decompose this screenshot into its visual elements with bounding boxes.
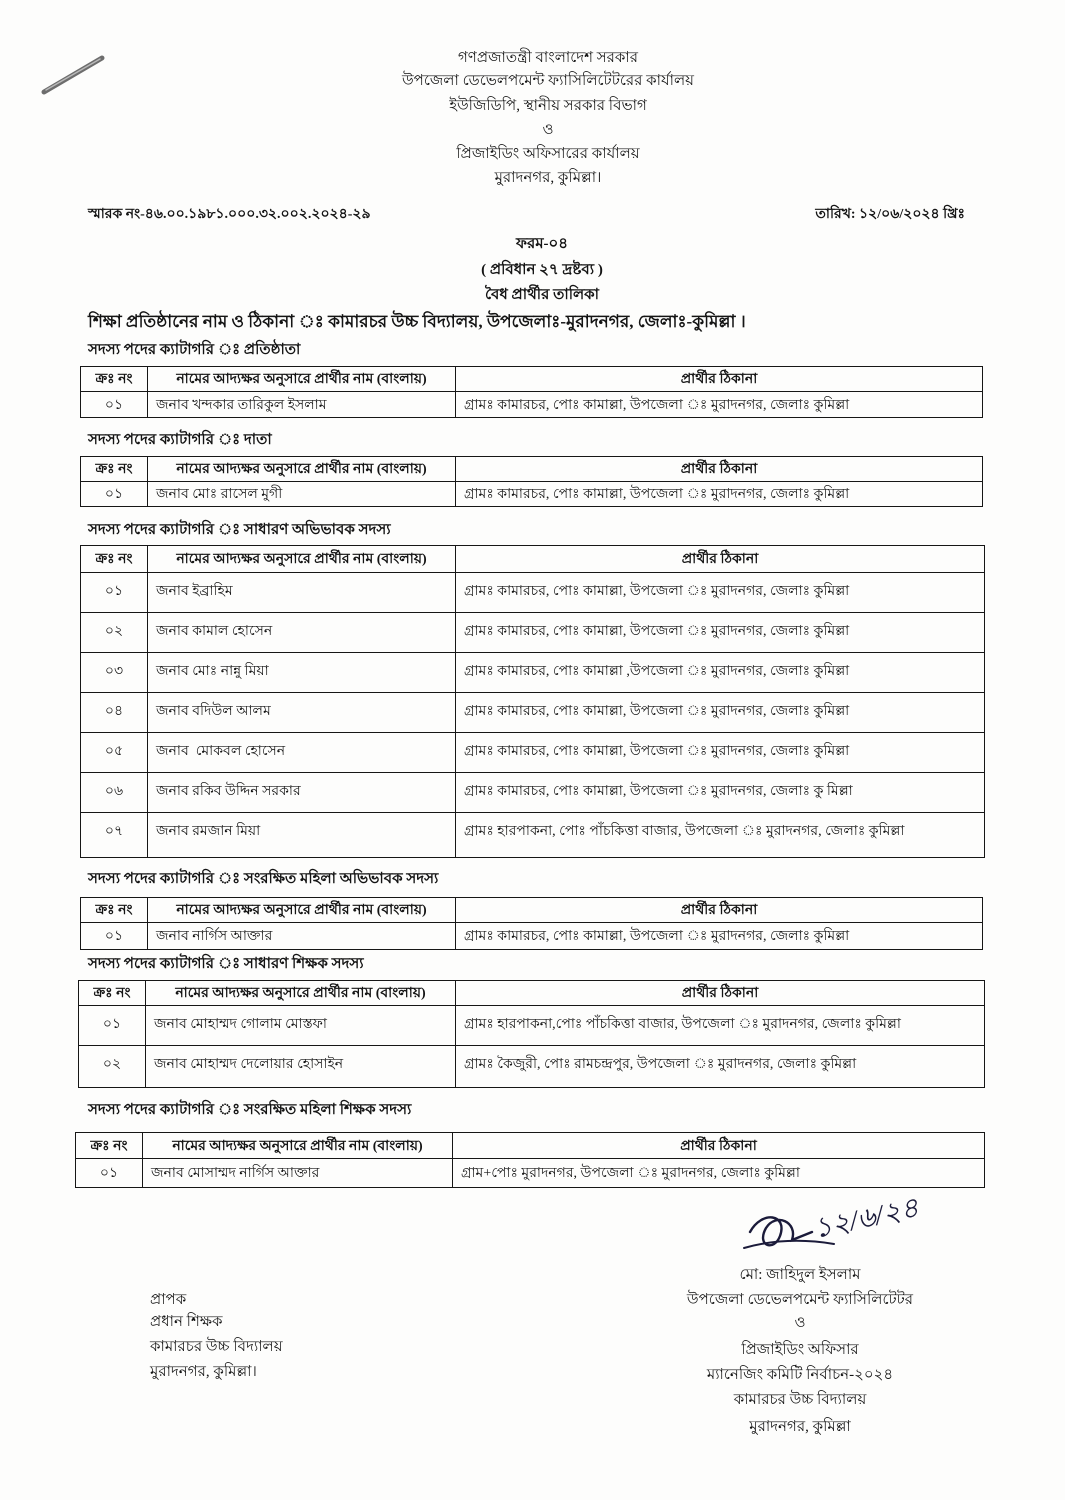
header-line-office: উপজেলা ডেভেলপমেন্ট ফ্যাসিলিটেটরের কার্যালয় [401,73,694,89]
table-header-name: নামের আদ্যক্ষর অনুসারে প্রার্থীর নাম (বাংলায়) [148,898,456,923]
table-header-serial: ক্রঃ নং [81,457,148,482]
table-header-row [81,546,985,573]
table-header-name: নামের আদ্যক্ষর অনুসারে প্রার্থীর নাম (বাংলায়) [148,546,456,573]
address-cell: গ্রামঃ কামারচর, পোঃ কামাল্লা, উপজেলা ঃ মুরাদনগর, জেলাঃ কুমিল্লা [456,693,985,733]
address-cell: গ্রামঃ কামারচর, পোঃ কামাল্লা, উপজেলা ঃ মুরাদনগর, জেলাঃ কুমিল্লা [456,613,985,653]
recipient-location: মুরাদনগর, কুমিল্লা। [150,1364,257,1380]
table-header-serial: ক্রঃ নং [81,367,148,392]
serial-cell: ০৫ [81,733,148,773]
signature-date: ১২/৬/২৪ [811,1192,922,1245]
address-cell: গ্রামঃ হারপাকনা,পোঃ পাঁচকিত্তা বাজার, উপজেলা ঃ মুরাদনগর, জেলাঃ কুমিল্লা [456,1006,985,1046]
table-header-serial: ক্রঃ নং [81,546,148,573]
header-line-location: মুরাদনগর, কুমিল্লা। [494,170,602,186]
name-cell: জনাব মোকবল হোসেন [148,733,456,773]
serial-cell: ০১ [79,1006,146,1046]
address-cell: গ্রামঃ কামারচর, পোঃ কামাল্লা ,উপজেলা ঃ মুরাদনগর, জেলাঃ কুমিল্লা [456,653,985,693]
address-cell: গ্রামঃ কামারচর, পোঃ কামাল্লা, উপজেলা ঃ মুরাদনগর, জেলাঃ কুমিল্লা [456,923,983,950]
name-cell: জনাব খন্দকার তারিকুল ইসলাম [148,392,456,418]
signatory-institution: কামারচর উচ্চ বিদ্যালয় [733,1392,867,1408]
name-cell: জনাব নার্গিস আক্তার [148,923,456,950]
table-header-name: নামের আদ্যক্ষর অনুসারে প্রার্থীর নাম (বাংলায়) [148,457,456,482]
recipient-institution: কামারচর উচ্চ বিদ্যালয় [150,1339,283,1355]
table-header-name: নামের আদ্যক্ষর অনুসারে প্রার্থীর নাম (বাংলায়) [146,981,456,1006]
address-cell: গ্রামঃ কামারচর, পোঃ কামাল্লা, উপজেলা ঃ মুরাদনগর, জেলাঃ কুমিল্লা [456,392,983,418]
table-row [81,613,985,653]
table-header-row [81,457,983,482]
form-subtitle: বৈধ প্রার্থীর তালিকা [484,287,600,303]
reserved-female-teacher-table [75,1132,985,1188]
general-teacher-table [78,980,985,1088]
memo-date: তারিখ: ১২/০৬/২০২৪ খ্রিঃ [815,207,965,222]
address-cell: গ্রামঃ কামারচর, পোঃ কামাল্লা, উপজেলা ঃ মুরাদনগর, জেলাঃ কু মিল্লা [456,773,985,813]
table-row [81,482,983,507]
address-cell: গ্রামঃ কামারচর, পোঃ কামাল্লা, উপজেলা ঃ মুরাদনগর, জেলাঃ কুমিল্লা [456,573,985,613]
section-title-reserved-female-guardian: সদস্য পদের ক্যাটাগরি ঃ সংরক্ষিত মহিলা অভিভাবক সদস্য [88,871,439,887]
serial-cell: ০২ [79,1046,146,1088]
name-cell: জনাব মোঃ নান্নু মিয়া [148,653,456,693]
address-cell: গ্রামঃ হারপাকনা, পোঃ পাঁচকিত্তা বাজার, উপজেলা ঃ মুরাদনগর, জেলাঃ কুমিল্লা [456,813,985,858]
section-title-general-teacher: সদস্য পদের ক্যাটাগরি ঃ সাধারণ শিক্ষক সদস্য [88,956,364,972]
header-line-department: ইউজিডিপি, স্থানীয় সরকার বিভাগ [449,98,647,114]
table-row [81,813,985,858]
table-row [79,1046,985,1088]
table-header-row [81,367,983,392]
name-cell: জনাব মোসাম্মদ নার্গিস আক্তার [143,1159,453,1188]
institution-line: শিক্ষা প্রতিষ্ঠানের নাম ও ঠিকানা ঃ কামারচর উচ্চ বিদ্যালয়, উপজেলাঃ-মুরাদনগর, জেলাঃ-কুমিল্লা । [88,312,746,331]
table-header-serial: ক্রঃ নং [81,898,148,923]
table-header-address: প্রার্থীর ঠিকানা [453,1133,985,1159]
table-header-row [76,1133,985,1159]
table-row [81,573,985,613]
table-header-name: নামের আদ্যক্ষর অনুসারে প্রার্থীর নাম (বাংলায়) [148,367,456,392]
signatory-location: মুরাদনগর, কুমিল্লা [749,1419,851,1435]
serial-cell: ০৬ [81,773,148,813]
serial-cell: ০১ [76,1159,143,1188]
signatory-role: প্রিজাইডিং অফিসার [741,1342,859,1358]
section-title-general-guardian: সদস্য পদের ক্যাটাগরি ঃ সাধারণ অভিভাবক সদস্য [88,522,391,538]
general-guardian-table [80,545,985,858]
section-title-donor: সদস্য পদের ক্যাটাগরি ঃ দাতা [88,432,272,448]
section-title-founder: সদস্য পদের ক্যাটাগরি ঃ প্রতিষ্ঠাতা [88,342,301,358]
table-header-serial: ক্রঃ নং [76,1133,143,1159]
form-title: ফরম-০৪ [515,236,569,252]
header-line-government: গণপ্রজাতন্ত্রী বাংলাদেশ সরকার [457,50,639,66]
pen-artifact [38,52,110,100]
table-header-address: প্রার্থীর ঠিকানা [456,457,983,482]
table-row [81,693,985,733]
table-row [81,653,985,693]
name-cell: জনাব ইব্রাহিম [148,573,456,613]
recipient-title: প্রধান শিক্ষক [150,1314,223,1330]
name-cell: জনাব মোঃ রাসেল মুগী [148,482,456,507]
name-cell: জনাব কামাল হোসেন [148,613,456,653]
table-header-address: প্রার্থীর ঠিকানা [456,367,983,392]
address-cell: গ্রামঃ কামারচর, পোঃ কামাল্লা, উপজেলা ঃ মুরাদনগর, জেলাঃ কুমিল্লা [456,733,985,773]
table-header-name: নামের আদ্যক্ষর অনুসারে প্রার্থীর নাম (বাংলায়) [143,1133,453,1159]
signatory-election: ম্যানেজিং কমিটি নির্বাচন-২০২৪ [706,1367,894,1383]
signatory-and: ও [794,1315,806,1331]
address-cell: গ্রামঃ কামারচর, পোঃ কামাল্লা, উপজেলা ঃ মুরাদনগর, জেলাঃ কুমিল্লা [456,482,983,507]
section-title-reserved-female-teacher: সদস্য পদের ক্যাটাগরি ঃ সংরক্ষিত মহিলা শিক্ষক সদস্য [88,1102,412,1118]
donor-table [80,456,983,507]
serial-cell: ০১ [81,923,148,950]
signatory-designation: উপজেলা ডেভেলপমেন্ট ফ্যাসিলিটেটর [686,1292,914,1308]
reserved-female-guardian-table [80,897,983,950]
memo-number: স্মারক নং-৪৬.০০.১৯৮১.০০০.৩২.০০২.২০২৪-২৯ [88,207,371,222]
address-cell: গ্রাম+পোঃ মুরাদনগর, উপজেলা ঃ মুরাদনগর, জেলাঃ কুমিল্লা [453,1159,985,1188]
serial-cell: ০৪ [81,693,148,733]
table-row [79,1006,985,1046]
founder-table [80,366,983,418]
name-cell: জনাব মোহাম্মদ দেলোয়ার হোসাইন [146,1046,456,1088]
table-header-address: প্রার্থীর ঠিকানা [456,981,985,1006]
form-regulation: ( প্রবিধান ২৭ দ্রষ্টব্য ) [481,262,603,278]
table-header-serial: ক্রঃ নং [79,981,146,1006]
serial-cell: ০৭ [81,813,148,858]
serial-cell: ০১ [81,482,148,507]
signature [738,1192,948,1264]
table-header-row [81,898,983,923]
name-cell: জনাব মোহাম্মদ গোলাম মোস্তফা [146,1006,456,1046]
name-cell: জনাব রকিব উদ্দিন সরকার [148,773,456,813]
recipient-label: প্রাপক [150,1292,187,1308]
table-row [81,923,983,950]
header-line-presiding-office: প্রিজাইডিং অফিসারের কার্যালয় [456,146,640,162]
serial-cell: ০২ [81,613,148,653]
table-header-address: প্রার্থীর ঠিকানা [456,546,985,573]
table-header-address: প্রার্থীর ঠিকানা [456,898,983,923]
serial-cell: ০৩ [81,653,148,693]
header-line-and: ও [542,122,554,138]
signatory-name: মো: জাহিদুল ইসলাম [739,1267,861,1283]
table-row [81,392,983,418]
table-row [81,773,985,813]
table-row [76,1159,985,1188]
table-row [81,733,985,773]
name-cell: জনাব বদিউল আলম [148,693,456,733]
serial-cell: ০১ [81,392,148,418]
address-cell: গ্রামঃ কৈজুরী, পোঃ রামচন্দ্রপুর, উপজেলা ঃ মুরাদনগর, জেলাঃ কুমিল্লা [456,1046,985,1088]
name-cell: জনাব রমজান মিয়া [148,813,456,858]
serial-cell: ০১ [81,573,148,613]
table-header-row [79,981,985,1006]
